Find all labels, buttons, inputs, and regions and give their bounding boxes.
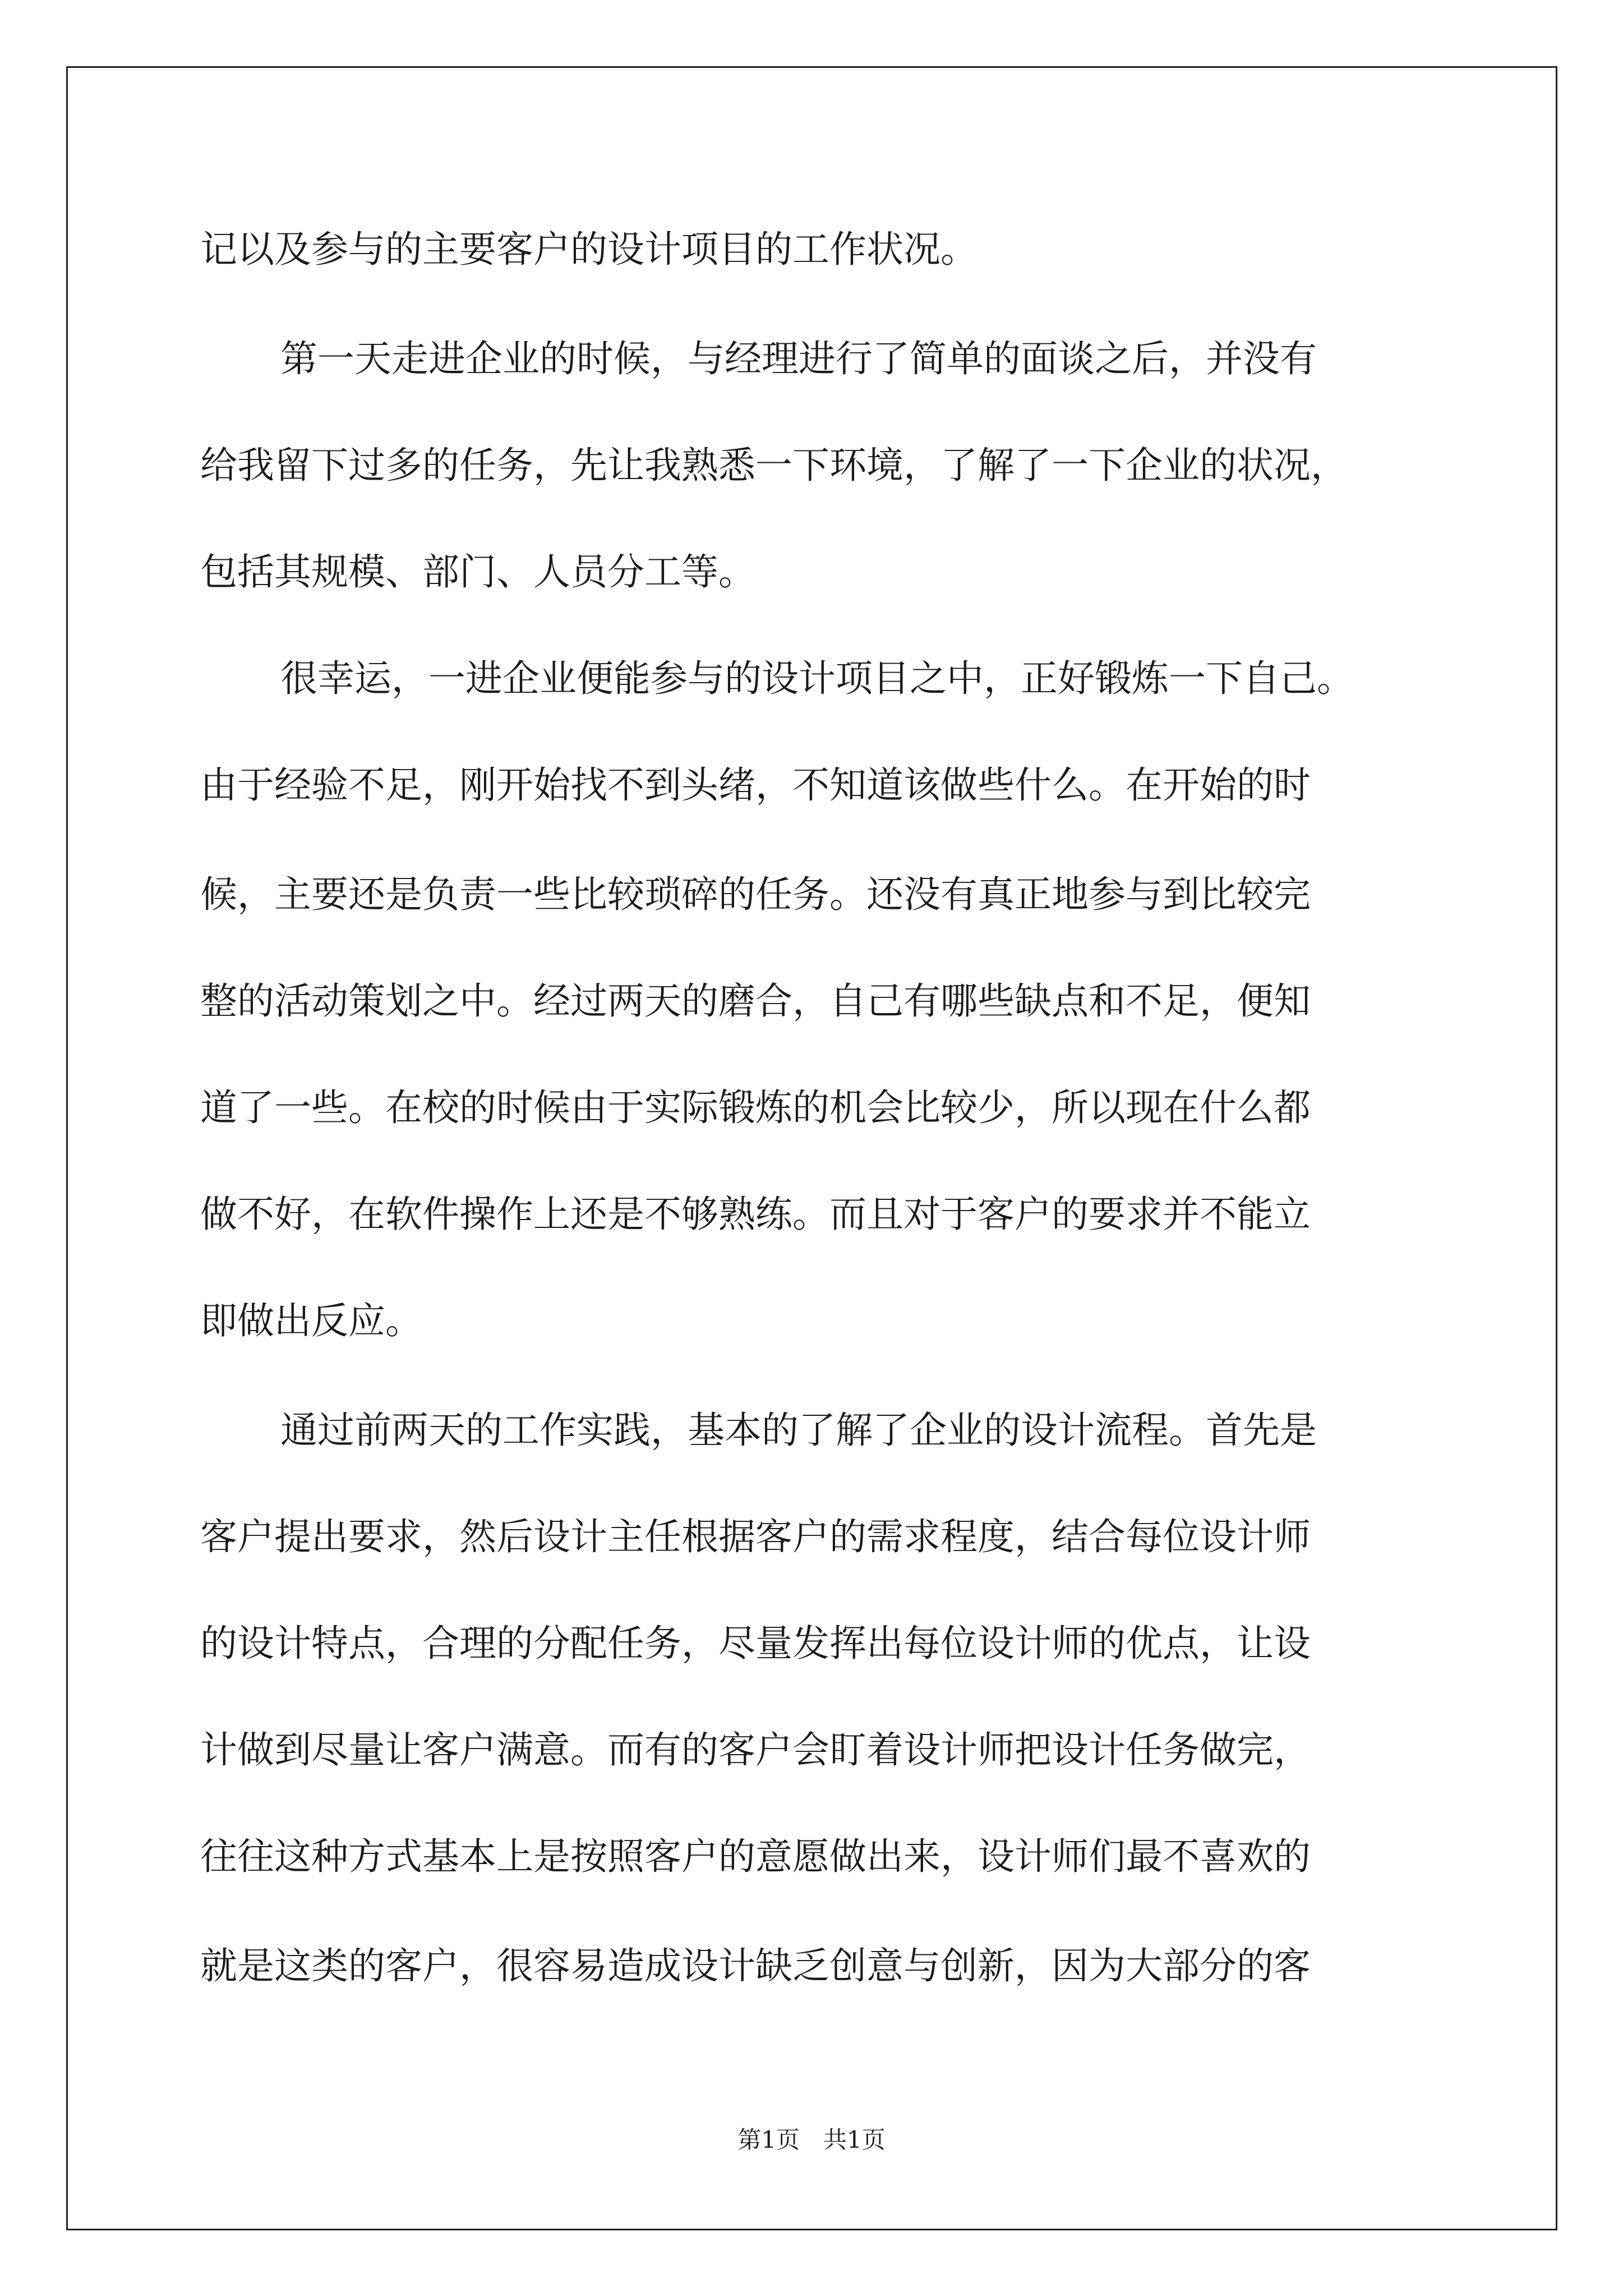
page-number-footer: 第1页 共1页: [737, 2126, 886, 2154]
text-line: 记以及参与的主要客户的设计项目的工作状况。: [200, 228, 978, 271]
text-line: 客户提出要求，然后设计主任根据客户的需求程度，结合每位设计师: [200, 1515, 1311, 1558]
paragraph-start-line: 通过前两天的工作实践，基本的了解了企业的设计流程。首先是: [280, 1409, 1317, 1452]
text-line: 计做到尽量让客户满意。而有的客户会盯着设计师把设计任务做完，: [200, 1728, 1311, 1772]
paragraph-start-line: 第一天走进企业的时候，与经理进行了简单的面谈之后，并没有: [280, 337, 1317, 380]
text-line: 往往这种方式基本上是按照客户的意愿做出来，设计师们最不喜欢的: [200, 1835, 1311, 1878]
text-line: 由于经验不足，刚开始找不到头绪，不知道该做些什么。在开始的时: [200, 763, 1311, 807]
text-line: 道了一些。在校的时候由于实际锻炼的机会比较少，所以现在什么都: [200, 1086, 1311, 1129]
text-line: 整的活动策划之中。经过两天的磨合，自己有哪些缺点和不足，便知: [200, 979, 1311, 1023]
text-line: 做不好，在软件操作上还是不够熟练。而且对于客户的要求并不能立: [200, 1193, 1311, 1236]
page-border: [66, 66, 1557, 2230]
text-line: 给我留下过多的任务，先让我熟悉一下环境，了解了一下企业的状况，: [200, 444, 1348, 487]
text-line: 候，主要还是负责一些比较琐碎的任务。还没有真正地参与到比较完: [200, 873, 1311, 916]
text-line: 即做出反应。: [200, 1299, 422, 1342]
paragraph-start-line: 很幸运，一进企业便能参与的设计项目之中，正好锻炼一下自己。: [280, 657, 1354, 700]
text-line: 的设计特点，合理的分配任务，尽量发挥出每位设计师的优点，让设: [200, 1622, 1311, 1665]
text-line: 包括其规模、部门、人员分工等。: [200, 550, 755, 593]
text-line: 就是这类的客户，很容易造成设计缺乏创意与创新，因为大部分的客: [200, 1944, 1311, 1987]
